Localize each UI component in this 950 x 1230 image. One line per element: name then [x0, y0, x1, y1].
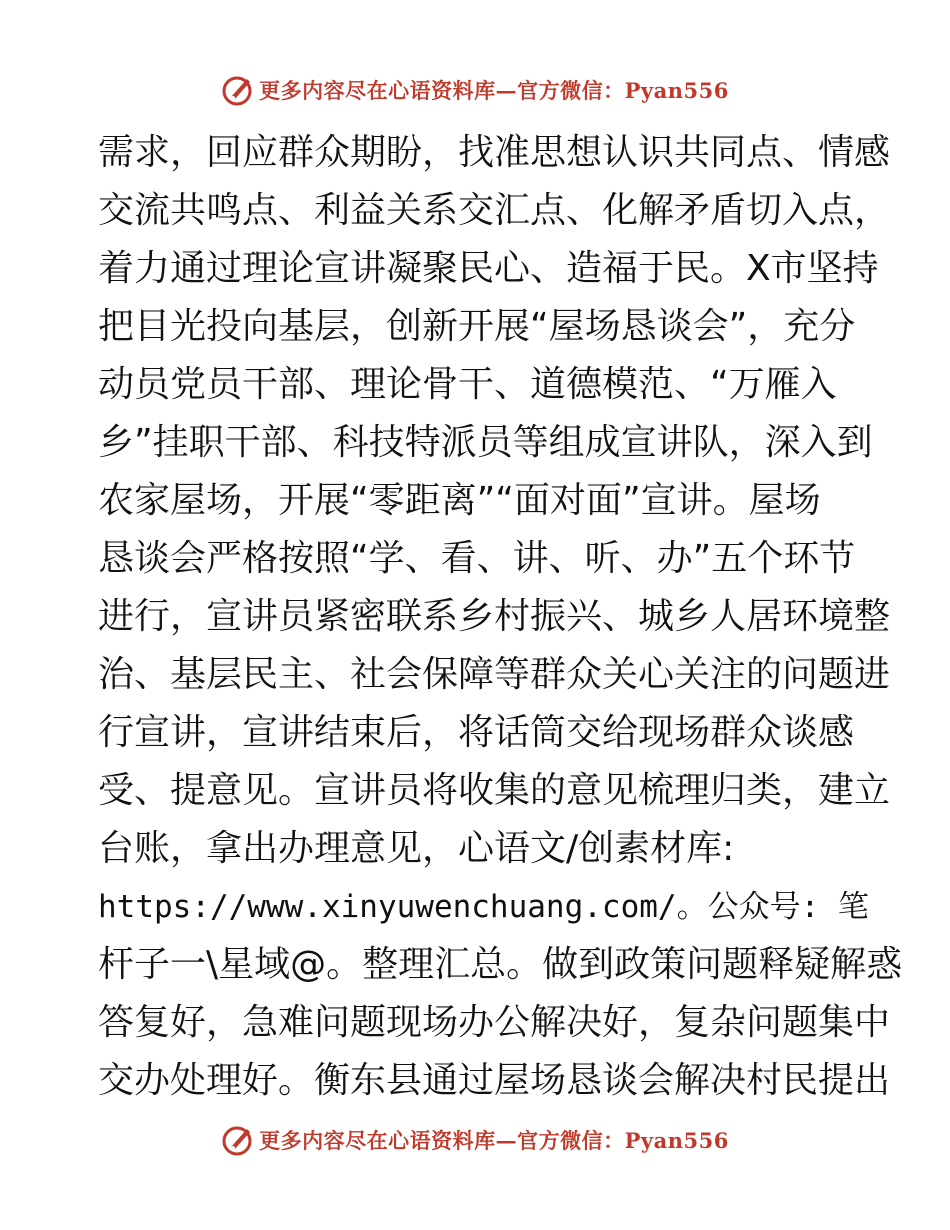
pen-logo-icon [221, 73, 255, 107]
text-line: 台账，拿出办理意见，心语文/创素材库: [98, 828, 735, 869]
header-banner [0, 70, 950, 110]
text-line: 恳谈会严格按照“学、看、讲、听、办”五个环节 [98, 538, 856, 579]
text-line: 杆子一\星域@。整理汇总。做到政策问题释疑解惑 [98, 944, 903, 985]
text-line: 受、提意见。宣讲员将收集的意见梳理归类，建立 [98, 770, 891, 811]
text-line: 进行，宣讲员紧密联系乡村振兴、城乡人居环境整 [98, 596, 891, 637]
text-line: 乡”挂职干部、科技特派员等组成宣讲队，深入到 [98, 422, 873, 463]
document-body [98, 124, 903, 1110]
text-line: 治、基层民主、社会保障等群众关心关注的问题进 [98, 654, 891, 695]
text-line: 需求，回应群众期盼，找准思想认识共同点、情感 [98, 132, 891, 173]
banner-text: 更多内容尽在心语资料库—官方微信：Pyan556 [259, 78, 729, 103]
footer-banner [0, 1120, 950, 1160]
text-line: 交流共鸣点、利益关系交汇点、化解矛盾切入点， [98, 190, 891, 231]
pen-logo-icon [221, 1123, 255, 1157]
text-line: 把目光投向基层，创新开展“屋场恳谈会”，充分 [98, 306, 856, 347]
text-line: 交办处理好。衡东县通过屋场恳谈会解决村民提出 [98, 1060, 891, 1101]
text-line: 动员党员干部、理论骨干、道德模范、“万雁入 [98, 364, 837, 405]
banner-text: 更多内容尽在心语资料库—官方微信：Pyan556 [259, 1128, 729, 1153]
text-line: 行宣讲，宣讲结束后，将话筒交给现场群众谈感 [98, 712, 855, 753]
url-line: https://www.xinyuwenchuang.com/。公众号: 笔 [98, 889, 869, 925]
text-line: 农家屋场，开展“零距离”“面对面”宣讲。屋场 [98, 480, 821, 521]
text-line: 着力通过理论宣讲凝聚民心、造福于民。X市坚持 [98, 248, 879, 289]
text-line: 答复好，急难问题现场办公解决好，复杂问题集中 [98, 1002, 891, 1043]
